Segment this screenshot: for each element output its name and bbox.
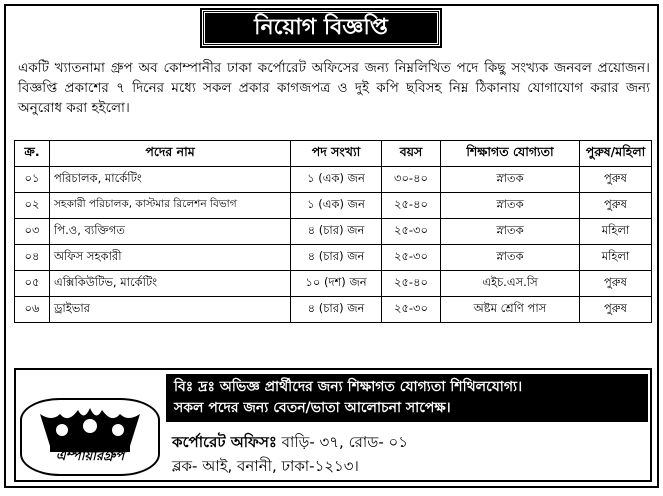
cell-gender: পুরুষ: [580, 193, 652, 219]
cell-age: ২৫-৩০: [382, 297, 441, 323]
note-line-2: সকল পদের জন্য বেতন/ভাতা আলোচনা সাপেক্ষ।: [174, 400, 451, 416]
page-title: নিয়োগ বিজ্ঞপ্তি: [202, 10, 440, 46]
cell-gender: পুরুষ: [580, 271, 652, 297]
cell-gender: মহিলা: [580, 245, 652, 271]
intro-paragraph: একটি খ্যাতনামা গ্রুপ অব কোম্পানীর ঢাকা কর্পোরেট অফিসের জন্য নিম্নলিখিত পদে কিছু সংখ্যক জনবল প্রয়োজন। বিজ্ঞপ্তি প্রকাশের ৭ দিনের মধ্যে সকল প্রকার কাগজপত্র ও দুই কপি ছবিসহ নিম্ন ঠিকানায় যোগাযোগ করার জন্য অনুরোধ করা হইলো।: [18, 60, 650, 116]
job-advertisement: [4, 4, 659, 488]
cell-vacancy: ১০ (দশ) জন: [291, 271, 382, 297]
cell-vacancy: ৪ (চার) জন: [291, 245, 382, 271]
cell-gender: মহিলা: [580, 219, 652, 245]
col-serial: ক্র.: [15, 141, 50, 167]
company-logo: [20, 398, 160, 476]
cell-vacancy: ১ (এক) জন: [291, 193, 382, 219]
cell-vacancy: ১ (এক) জন: [291, 167, 382, 193]
office-address: [172, 430, 648, 478]
note-line-1: বিঃ দ্রঃ অভিজ্ঞ প্রার্থীদের জন্য শিক্ষাগত যোগ্যতা শিথিলযোগ্য।: [174, 379, 523, 395]
cell-serial: ০৩: [15, 219, 50, 245]
cell-age: ২৫-৪০: [382, 271, 441, 297]
cell-education: স্নাতক: [441, 167, 580, 193]
cell-age: ৩০-৪০: [382, 167, 441, 193]
col-age: বয়স: [382, 141, 441, 167]
cell-position: এক্সিকিউটিভ, মার্কেটিং: [50, 271, 291, 297]
col-vacancy: পদ সংখ্যা: [291, 141, 382, 167]
cell-gender: পুরুষ: [580, 297, 652, 323]
cell-position: পি.ও, ব্যক্তিগত: [50, 219, 291, 245]
logo-text: এম্পায়ারগ্রুপ: [55, 449, 125, 464]
cell-serial: ০১: [15, 167, 50, 193]
cell-education: অষ্টম শ্রেণি পাস: [441, 297, 580, 323]
col-position: পদের নাম: [50, 141, 291, 167]
cell-gender: পুরুষ: [580, 167, 652, 193]
address-line-1: [172, 430, 648, 454]
job-table: [14, 140, 652, 323]
cell-position: অফিস সহকারী: [50, 245, 291, 271]
cell-education: স্নাতক: [441, 193, 580, 219]
col-gender: পুরুষ/মহিলা: [580, 141, 652, 167]
table-row: [15, 245, 652, 271]
cell-serial: ০৬: [15, 297, 50, 323]
cell-serial: ০৫: [15, 271, 50, 297]
table-row: [15, 167, 652, 193]
cell-position: পরিচালক, মার্কেটিং: [50, 167, 291, 193]
address-label: কর্পোরেট অফিসঃ: [172, 433, 277, 451]
footer-section: [14, 368, 652, 482]
cell-age: ২৫-৪০: [382, 193, 441, 219]
table-row: [15, 271, 652, 297]
col-education: শিক্ষাগত যোগ্যতা: [441, 141, 580, 167]
cell-education: এইচ.এস.সি: [441, 271, 580, 297]
cell-position: সহকারী পরিচালক, কাস্টমার রিলেশন বিভাগ: [50, 193, 291, 219]
cell-serial: ০২: [15, 193, 50, 219]
cell-age: ২৫-৩০: [382, 219, 441, 245]
table-row: [15, 219, 652, 245]
table-row: [15, 297, 652, 323]
address-house-road: বাড়ি- ৩৭, রোড- ০১: [281, 433, 408, 451]
table-row: [15, 193, 652, 219]
cell-position: ড্রাইভার: [50, 297, 291, 323]
cell-age: ২৫-৩০: [382, 245, 441, 271]
note-box: [166, 374, 648, 422]
cell-education: স্নাতক: [441, 245, 580, 271]
cell-serial: ০৪: [15, 245, 50, 271]
address-line-2: ব্লক- আই, বনানী, ঢাকা-১২১৩।: [172, 457, 359, 475]
cell-vacancy: ৪ (চার) জন: [291, 297, 382, 323]
cell-vacancy: ৪ (চার) জন: [291, 219, 382, 245]
cell-education: স্নাতক: [441, 219, 580, 245]
table-header-row: [15, 141, 652, 167]
